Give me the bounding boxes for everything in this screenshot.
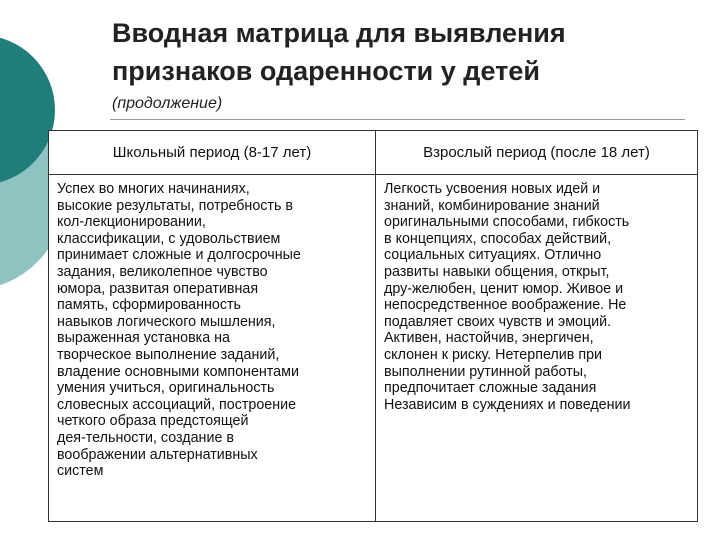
giftedness-matrix-table <box>48 130 698 522</box>
text-line: Успех во многих начинаниях, <box>57 181 250 197</box>
text-line: принимает сложные и долгосрочные <box>57 247 301 264</box>
text-line: дру-желюбен, ценит юмор. Живое и <box>384 280 624 297</box>
text-line: склонен к риску. Нетерпелив при <box>384 346 603 363</box>
text-line: высокие результаты, потребность в <box>57 197 293 214</box>
text-line: юмора, развитая оперативная <box>57 280 259 297</box>
text-line: воображении альтернативных <box>57 446 258 463</box>
text-line: оригинальными способами, гибкость <box>384 214 630 231</box>
text-line: кол-лекционировании, <box>57 214 206 231</box>
text-line: Активен, настойчив, энергичен, <box>384 330 594 347</box>
school-period-description <box>49 175 376 521</box>
text-line: развиты навыки общения, открыт, <box>384 263 610 280</box>
text-line: владение основными компонентами <box>57 363 299 380</box>
text-line: Независим в суждениях и поведении <box>384 396 631 413</box>
slide-title: Вводная матрица для выявления признаков одаренности у детей <box>112 18 566 86</box>
text-line: подавляет своих чувств и эмоций. <box>384 313 612 330</box>
text-line: словесных ассоциаций, построение <box>57 396 297 413</box>
text-line: предпочитает сложные задания <box>384 380 597 397</box>
header-school-period: Школьный период (8-17 лет) <box>49 131 376 175</box>
slide-subtitle: (продолжение) <box>112 95 223 112</box>
header-adult-period: Взрослый период (после 18 лет) <box>376 131 697 175</box>
text-line: классификации, с удовольствием <box>57 230 281 247</box>
text-line: умения учиться, оригинальность <box>57 380 275 397</box>
text-line: навыков логического мышления, <box>57 313 276 330</box>
text-line: непосредственное воображение. Не <box>384 297 627 314</box>
text-line: память, сформированность <box>57 297 242 314</box>
text-line: в концепциях, способах действий, <box>384 230 612 247</box>
title-divider <box>110 119 685 120</box>
text-line: выраженная установка на <box>57 330 231 347</box>
text-line: знаний, комбинирование знаний <box>384 197 600 214</box>
text-line: дея-тельности, создание в <box>57 429 234 446</box>
text-line: социальных ситуациях. Отлично <box>384 247 602 264</box>
text-line: четкого образа предстоящей <box>57 413 249 430</box>
text-line: Легкость усвоения новых идей и <box>384 181 601 197</box>
adult-period-description <box>376 175 697 521</box>
text-line: выполнении рутинной работы, <box>384 363 587 380</box>
text-line: творческое выполнение заданий, <box>57 346 280 363</box>
text-line: систем <box>57 463 104 480</box>
text-line: задания, великолепное чувство <box>57 263 268 280</box>
